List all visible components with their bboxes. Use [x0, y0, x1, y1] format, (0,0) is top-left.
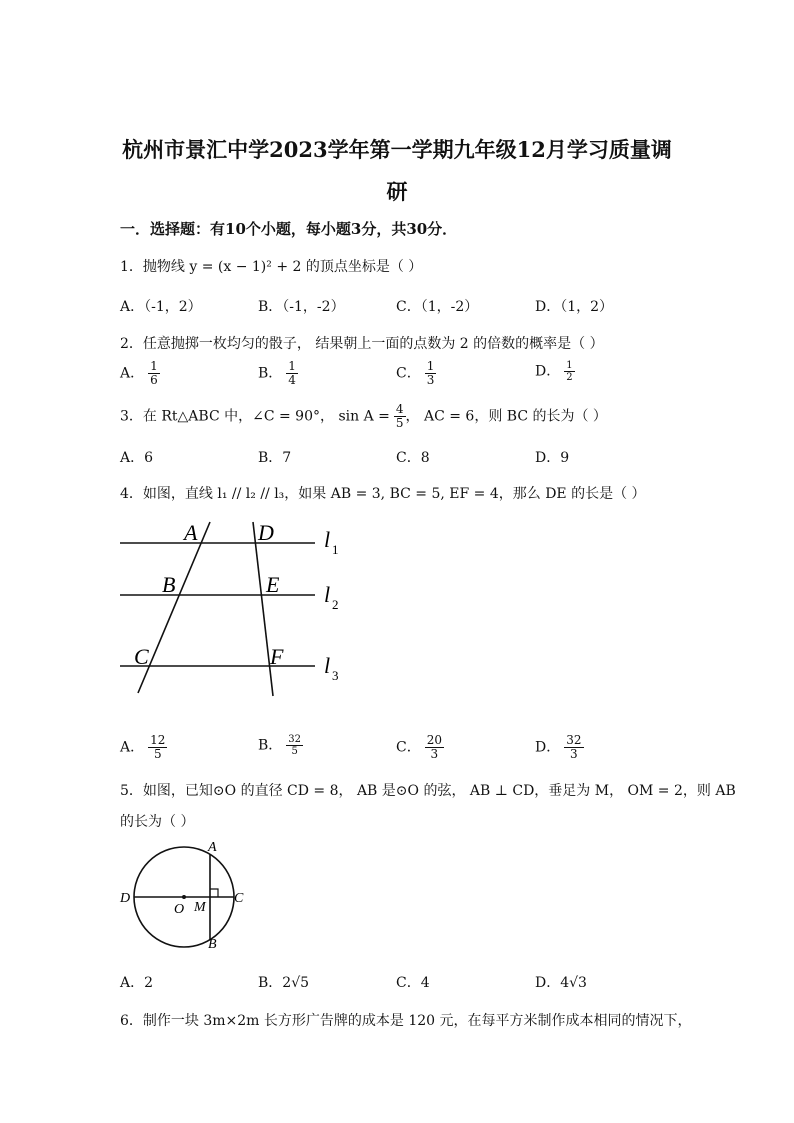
fraction [394, 403, 406, 430]
question-4-text: 4．如图，直线 l₁ // l₂ // l₃，如果 AB = 3, BC = 5, EF = 4，那么 DE 的长是（ ） [120, 486, 646, 502]
numerator: 20 [426, 733, 442, 747]
line-label-l1-sub: 1 [332, 542, 339, 557]
option-label: D． [535, 739, 561, 756]
denominator: 3 [430, 747, 439, 761]
option-label: C． [396, 365, 421, 382]
q1-option-c: C．（1，-2） [396, 299, 479, 315]
denominator: 3 [426, 373, 435, 387]
denominator: 3 [570, 747, 578, 761]
q5-option-d: D．4√3 [535, 975, 587, 991]
numerator: 32 [288, 734, 302, 745]
denominator: 6 [150, 373, 158, 387]
fraction [564, 734, 583, 761]
line-label-l1: l [324, 527, 331, 552]
q2-option-a [120, 360, 160, 387]
point-label-e: E [266, 572, 280, 597]
point-label-c: C [134, 644, 149, 669]
numerator: 1 [288, 359, 296, 373]
line-label-l3-sub: 3 [332, 668, 339, 683]
numerator: 1 [150, 359, 158, 373]
circle-figure [110, 836, 260, 956]
q4-option-b [258, 734, 303, 757]
parallel-lines-figure [110, 510, 360, 710]
question-1-text: 1．抛物线 y = (x − 1)² + 2 的顶点坐标是（ ） [120, 259, 423, 275]
transversal-ac [138, 522, 210, 693]
option-label: A． [120, 365, 145, 382]
q3-option-c: C．8 [396, 450, 430, 466]
option-label: B． [258, 365, 283, 382]
question-5-line1: 5．如图，已知⊙O 的直径 CD = 8， AB 是⊙O 的弦， AB ⊥ CD，垂足为 M， OM = 2，则 AB [120, 783, 736, 799]
fraction [425, 734, 444, 761]
question-2-text: 2．任意抛掷一枚均匀的骰子， 结果朝上一面的点数为 2 的倍数的概率是（ ） [120, 336, 604, 352]
option-label: A． [120, 739, 145, 756]
q2-option-d [535, 360, 575, 383]
circle-label-b: B [208, 937, 217, 952]
fraction [286, 360, 298, 387]
section-heading: 一．选择题：有10个小题，每小题3分，共30分． [120, 220, 458, 238]
fraction [148, 360, 160, 387]
q2-option-b [258, 360, 298, 387]
denominator: 2 [566, 372, 573, 383]
page-title-line2: 研 [386, 179, 408, 204]
question-3-text [120, 403, 607, 430]
q3-text-pre: 3．在 Rt△ABC 中，∠C = 90°， sin A = [120, 408, 390, 425]
numerator: 4 [395, 402, 404, 416]
q1-option-d: D．（1，2） [535, 299, 614, 315]
question-6-text: 6．制作一块 3m×2m 长方形广告牌的成本是 120 元，在每平方米制作成本相同的情况下， [120, 1013, 692, 1029]
q3-text-post: ， AC = 6，则 BC 的长为（ ） [405, 408, 607, 425]
numerator: 1 [426, 359, 435, 373]
point-label-a: A [184, 520, 198, 545]
q3-option-b: B．7 [258, 450, 292, 466]
point-label-f: F [270, 644, 284, 669]
q4-option-a [120, 734, 167, 761]
q4-option-d [535, 734, 584, 761]
option-label: D． [535, 363, 561, 380]
circle-label-a: A [208, 840, 217, 855]
point-label-d: D [258, 520, 274, 545]
denominator: 5 [395, 416, 404, 430]
circle-label-o: O [174, 902, 185, 917]
line-label-l3: l [324, 653, 331, 678]
point-label-b: B [162, 572, 176, 597]
q3-option-d: D．9 [535, 450, 570, 466]
q1-option-a: A．（-1，2） [120, 299, 202, 315]
line-label-l2: l [324, 582, 331, 607]
circle-label-d: D [120, 891, 131, 906]
q5-option-c: C．4 [396, 975, 430, 991]
numerator: 32 [566, 733, 582, 747]
q4-option-c [396, 734, 444, 761]
fraction [564, 360, 574, 383]
option-label: C． [396, 739, 421, 756]
page-title-line1: 杭州市景汇中学2023学年第一学期九年级12月学习质量调 [122, 137, 672, 162]
denominator: 5 [153, 747, 162, 761]
q2-option-c [396, 360, 436, 387]
circle-label-c: C [234, 891, 244, 906]
fraction [286, 734, 303, 757]
center-point [182, 895, 186, 899]
line-label-l2-sub: 2 [332, 597, 339, 612]
q5-option-b: B．2√5 [258, 975, 310, 991]
fraction [425, 360, 437, 387]
transversal-df [253, 522, 273, 696]
numerator: 12 [150, 733, 166, 747]
fraction [148, 734, 167, 761]
right-angle-mark [210, 889, 218, 897]
option-label: B． [258, 737, 283, 754]
numerator: 1 [566, 360, 573, 371]
denominator: 5 [291, 746, 298, 757]
question-5-line2: 的长为（ ） [120, 814, 195, 830]
q1-option-b: B．（-1，-2） [258, 299, 345, 315]
q5-option-a: A．2 [120, 975, 154, 991]
q3-option-a: A．6 [120, 450, 154, 466]
circle-label-m: M [194, 900, 206, 915]
denominator: 4 [288, 373, 296, 387]
